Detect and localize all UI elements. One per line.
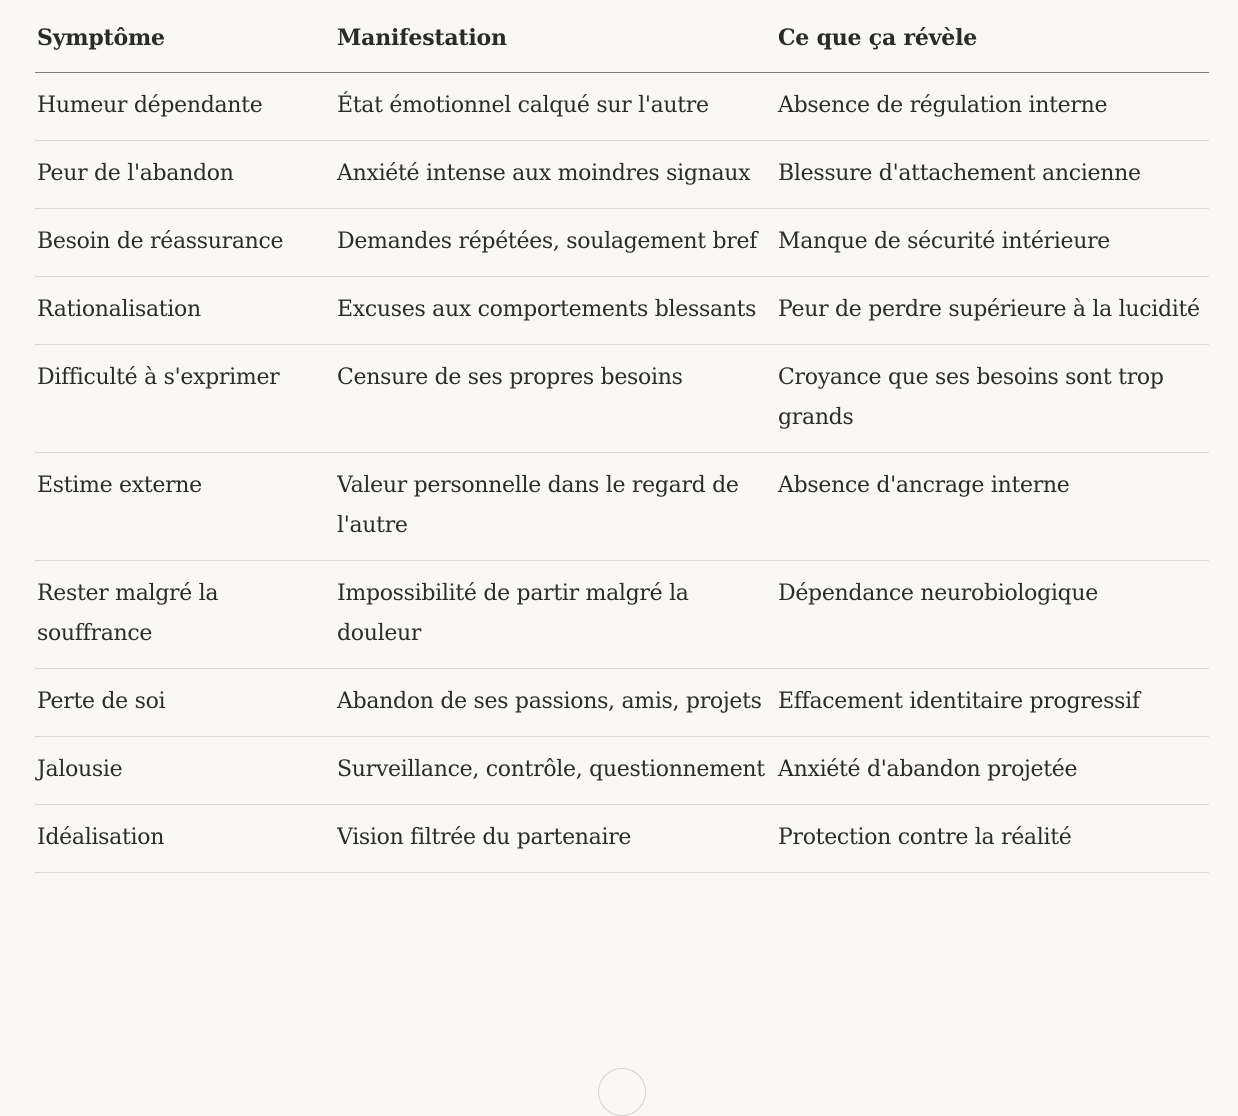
cell-revele: Absence de régulation interne xyxy=(776,73,1209,141)
header-revele xyxy=(776,0,1209,73)
cell-symptome: Peur de l'abandon xyxy=(35,141,335,209)
cell-symptome: Difficulté à s'exprimer xyxy=(35,345,335,453)
cell-revele: Absence d'ancrage interne xyxy=(776,453,1209,561)
table-header-row xyxy=(35,0,1209,73)
table-row xyxy=(35,453,1209,561)
cell-revele: Protection contre la réalité xyxy=(776,805,1209,873)
cell-manifestation: Vision filtrée du partenaire xyxy=(335,805,776,873)
cell-manifestation: Censure de ses propres besoins xyxy=(335,345,776,453)
cell-symptome: Idéalisation xyxy=(35,805,335,873)
header-manifestation xyxy=(335,0,776,73)
cell-symptome: Rester malgré la souffrance xyxy=(35,561,335,669)
cell-symptome: Perte de soi xyxy=(35,669,335,737)
cell-manifestation: Anxiété intense aux moindres signaux xyxy=(335,141,776,209)
cell-symptome: Jalousie xyxy=(35,737,335,805)
cell-symptome: Rationalisation xyxy=(35,277,335,345)
cell-manifestation: État émotionnel calqué sur l'autre xyxy=(335,73,776,141)
header-symptome xyxy=(35,0,335,73)
cell-manifestation: Valeur personnelle dans le regard de l'autre xyxy=(335,453,776,561)
cell-revele: Manque de sécurité intérieure xyxy=(776,209,1209,277)
cell-manifestation: Demandes répétées, soulagement bref xyxy=(335,209,776,277)
cell-symptome: Humeur dépendante xyxy=(35,73,335,141)
table-row xyxy=(35,73,1209,141)
cell-manifestation: Impossibilité de partir malgré la douleur xyxy=(335,561,776,669)
symptom-table xyxy=(35,0,1209,873)
table-row xyxy=(35,209,1209,277)
table-row xyxy=(35,805,1209,873)
cell-revele: Blessure d'attachement ancienne xyxy=(776,141,1209,209)
header-symptome-label: Symptôme xyxy=(37,25,165,51)
table-row xyxy=(35,669,1209,737)
cell-revele: Dépendance neurobiologique xyxy=(776,561,1209,669)
header-manifestation-label: Manifestation xyxy=(337,25,507,51)
cell-revele: Croyance que ses besoins sont trop grands xyxy=(776,345,1209,453)
table-row xyxy=(35,141,1209,209)
table-row xyxy=(35,345,1209,453)
table-row xyxy=(35,277,1209,345)
scroll-down-button[interactable] xyxy=(598,1068,646,1116)
symptom-table-container xyxy=(35,0,1209,873)
cell-symptome: Estime externe xyxy=(35,453,335,561)
cell-symptome: Besoin de réassurance xyxy=(35,209,335,277)
table-row xyxy=(35,561,1209,669)
header-revele-label: Ce que ça révèle xyxy=(778,25,978,51)
cell-manifestation: Surveillance, contrôle, questionnement xyxy=(335,737,776,805)
cell-manifestation: Abandon de ses passions, amis, projets xyxy=(335,669,776,737)
table-row xyxy=(35,737,1209,805)
cell-revele: Anxiété d'abandon projetée xyxy=(776,737,1209,805)
cell-manifestation: Excuses aux comportements blessants xyxy=(335,277,776,345)
cell-revele: Effacement identitaire progressif xyxy=(776,669,1209,737)
cell-revele: Peur de perdre supérieure à la lucidité xyxy=(776,277,1209,345)
